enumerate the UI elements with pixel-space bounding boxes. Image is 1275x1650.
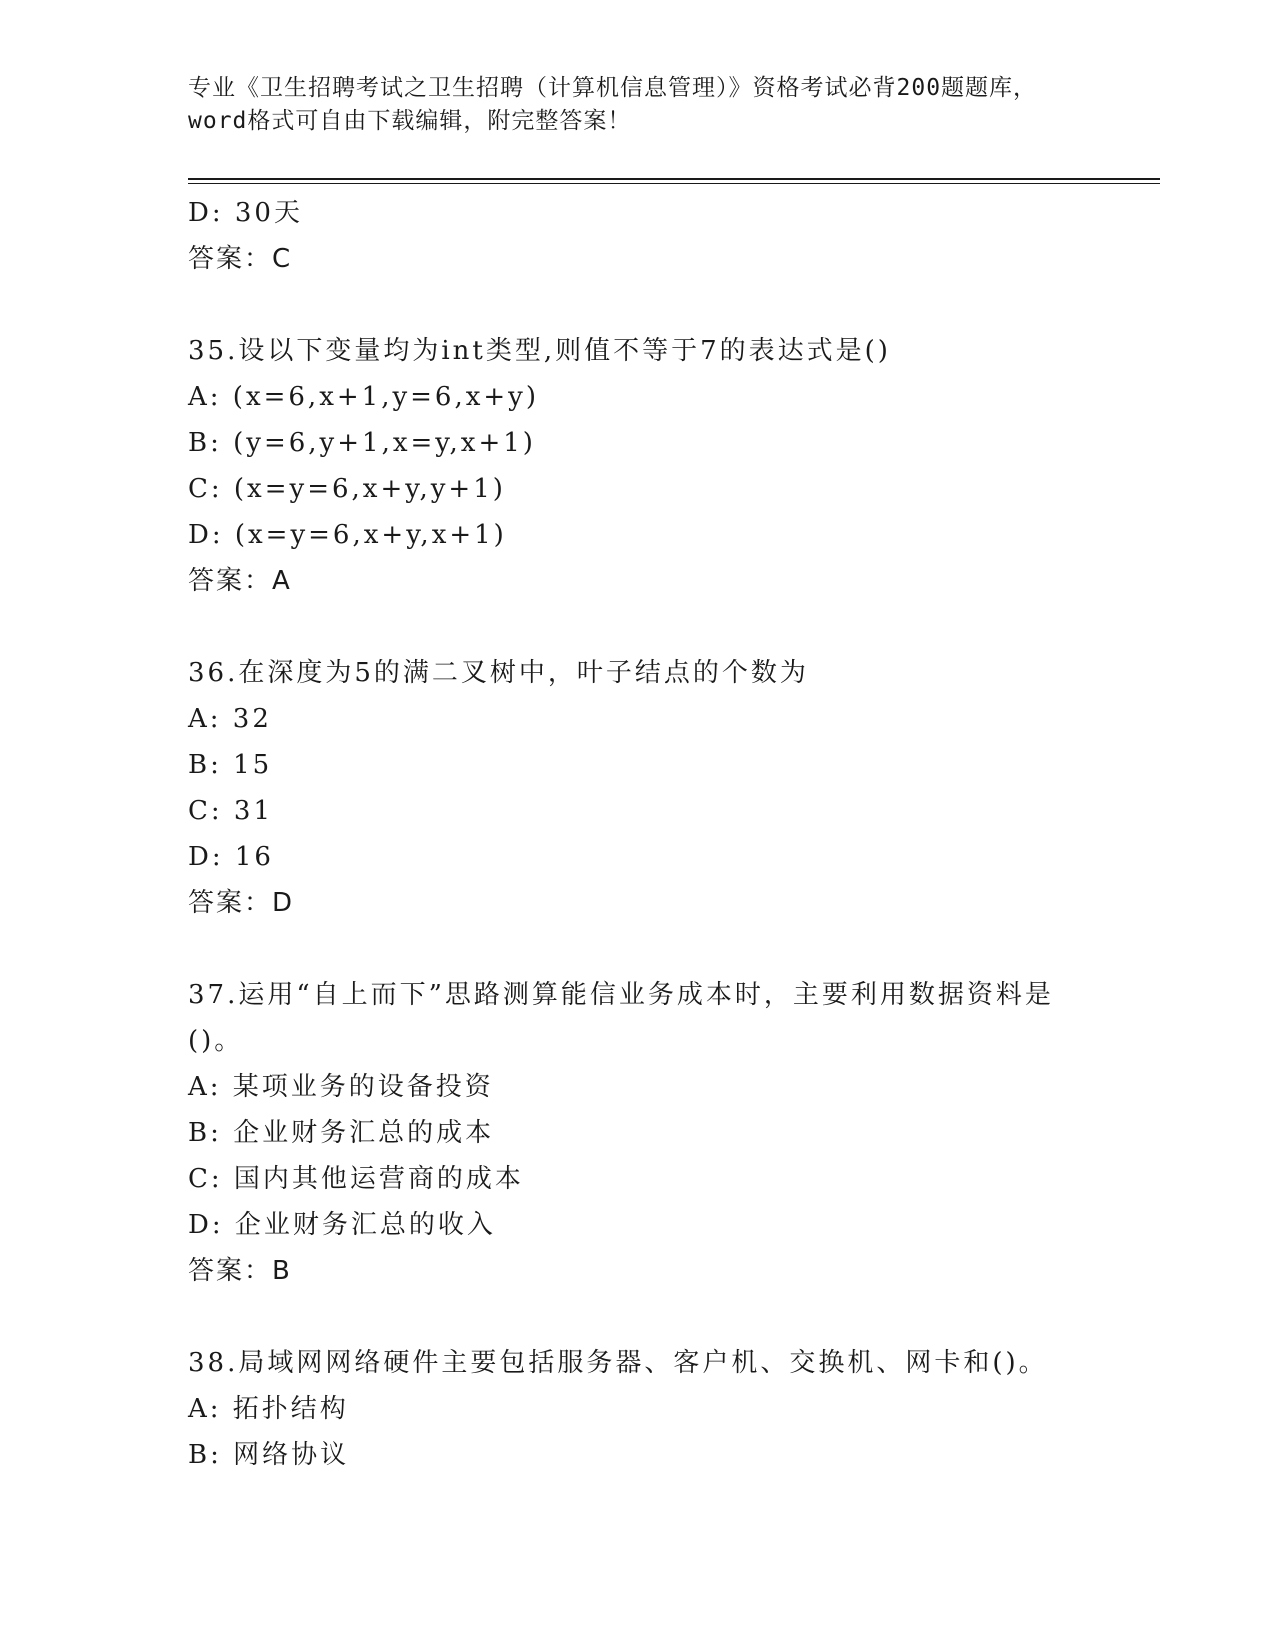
question-37-stem-line-2: ()。	[188, 1026, 244, 1056]
question-36-stem: 36.在深度为5的满二叉树中，叶子结点的个数为	[188, 658, 809, 688]
spacer	[188, 604, 1088, 650]
q36-option-c: C: 31	[188, 796, 274, 826]
q38-option-a: A: 拓扑结构	[188, 1394, 349, 1424]
q36-option-a: A: 32	[188, 704, 272, 734]
spacer	[188, 926, 1088, 972]
answer-value: D	[272, 888, 295, 918]
header-rule-thin	[188, 183, 1160, 184]
answer-label: 答案：	[188, 888, 273, 918]
q36-option-d: D: 16	[188, 842, 274, 872]
q35-option-d: D: (x=y=6,x+y,x+1)	[188, 520, 507, 550]
prev-answer	[188, 236, 1088, 282]
q35-answer	[188, 558, 1088, 604]
q35-option-c: C: (x=y=6,x+y,y+1)	[188, 474, 506, 504]
header-title-line-2: word格式可自由下载编辑，附完整答案！	[188, 108, 632, 134]
question-37-stem-line-1: 37.运用“自上而下”思路测算能信业务成本时，主要利用数据资料是	[188, 980, 1054, 1010]
page-header	[188, 72, 1088, 138]
spacer	[188, 1294, 1088, 1340]
q36-option-b: B: 15	[188, 750, 273, 780]
q37-option-b: B: 企业财务汇总的成本	[188, 1118, 495, 1148]
answer-value: C	[272, 244, 293, 274]
question-35-stem: 35.设以下变量均为int类型,则值不等于7的表达式是()	[188, 336, 891, 366]
question-list	[188, 190, 1088, 1478]
header-rule-thick	[188, 178, 1160, 180]
answer-label: 答案：	[188, 244, 273, 274]
q35-option-b: B: (y=6,y+1,x=y,x+1)	[188, 428, 536, 458]
prev-option-d: D: 30天	[188, 198, 303, 228]
header-title-line-1: 专业《卫生招聘考试之卫生招聘（计算机信息管理）》资格考试必背200题题库，	[188, 75, 1038, 101]
answer-value: A	[272, 566, 292, 596]
q38-option-b: B: 网络协议	[188, 1440, 350, 1470]
q37-option-c: C: 国内其他运营商的成本	[188, 1164, 524, 1194]
answer-label: 答案：	[188, 566, 273, 596]
spacer	[188, 282, 1088, 328]
q35-option-a: A: (x=6,x+1,y=6,x+y)	[188, 382, 540, 412]
q36-answer	[188, 880, 1088, 926]
answer-label: 答案：	[188, 1256, 273, 1286]
q37-answer	[188, 1248, 1088, 1294]
question-38-stem: 38.局域网网络硬件主要包括服务器、客户机、交换机、网卡和()。	[188, 1348, 1048, 1378]
q37-option-a: A: 某项业务的设备投资	[188, 1072, 494, 1102]
answer-value: B	[272, 1256, 292, 1286]
q37-option-d: D: 企业财务汇总的收入	[188, 1210, 496, 1240]
